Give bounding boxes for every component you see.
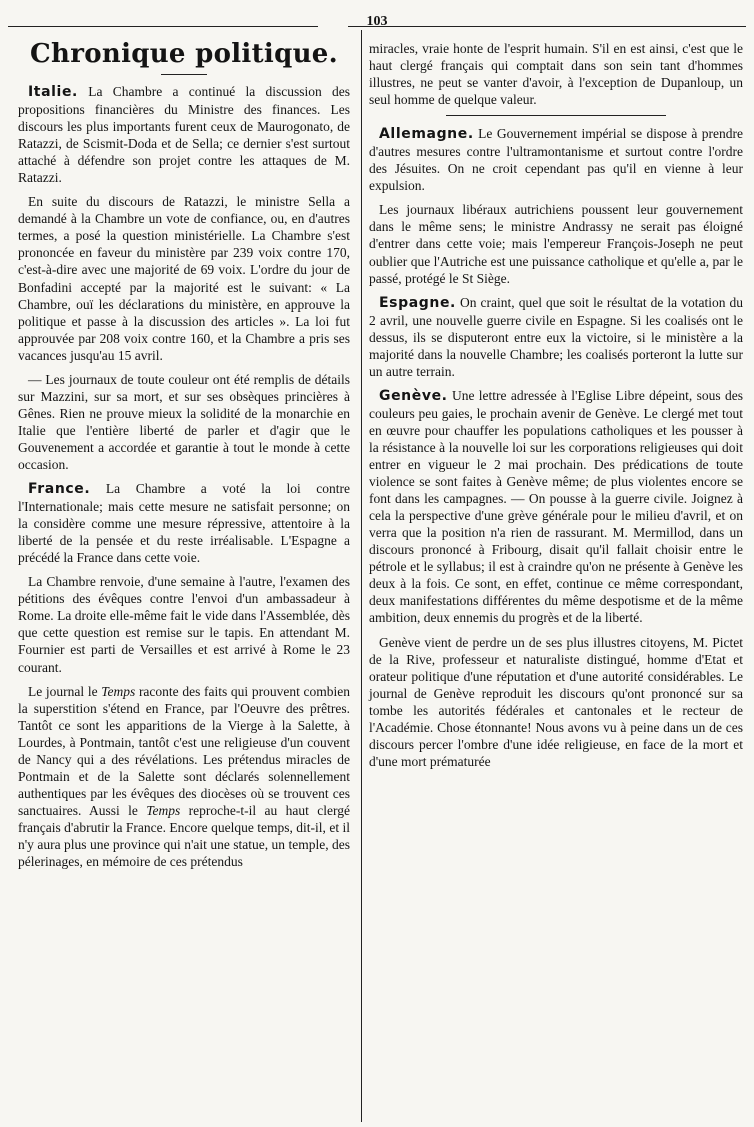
header-rule-left: [8, 26, 318, 27]
temps-text-2: raconte des faits qui prouvent combien la superstition s'étend en France, par l'Oeuvre des prêtres. Tantôt ce sont les apparitions de la Vierge à la Salette, à Lourdes, à Pontmain, tantôt c'est une religieuse d'un couvent de Nancy qui a des révélations. Les prétendus miracles de Pontmain et de la Salette sont déclarés solennellement authentiques par les évêques des diocèses où se trouvent ces sanctuaires. Aussi le: [18, 683, 350, 818]
allemagne-text: Le Gouvernement impérial se dispose à prendre d'autres mesures contre l'ultramontanisme et surtout contre l'ordre des Jésuites. On ne croit cependant pas qu'il en vienne à leur expulsion.: [369, 126, 744, 194]
right-column: [369, 40, 743, 777]
title-dash: [161, 74, 207, 75]
temps-text-3: reproche-t-il au haut clergé français d'abrutir la France. Encore quelque temps, dit-il, et il n'y aura plus une province qui n'ait une statue, un temple, des pélerinages, en mémoire de ces prétendus: [18, 802, 350, 870]
france-text: La Chambre a voté la loi contre l'Internationale; mais cette mesure ne satisfait personne; on la considère comme une mesure répressive, attentoire à la liberté de la pensée et du reste irréalisable. L'Espagne a précédé la France dans cette voie.: [18, 481, 351, 566]
temps-text-1: Le journal le: [28, 683, 102, 699]
geneve-heading: Genève.: [379, 387, 448, 404]
geneve-text: Une lettre adressée à l'Eglise Libre dépeint, sous des couleurs peu gaies, le prochain avenir de Genève. Le clergé met tout en œuvre pour chauffer les populations catholiques et les pousser à la résistance à la nouvelle loi sur les corporations religieuses qui doit entrer en vigueur le 2 mai prochain. Des prédications de toute violence se sont faites à Genève même; de plus violentes encore se font dans les campagnes. — On pousse à la guerre civile. Joignez à cela la perspective d'une grève générale pour le milieu d'avril, et on verra que la position n'a rien de rassurant. M. Mermillod, dans un discours prononcé à Fribourg, disait qu'il fallait choisir entre le pétrole et le syllabus; il est à craindre qu'on ne présente à Genève les deux à la fois. Ce sont, en effet, continue ce même correspondant, deux manifestations différentes du même despotisme et de la même ambition, deux ennemis du progrès et de la liberté.: [369, 387, 743, 626]
allemagne-heading: Allemagne.: [379, 126, 474, 143]
page-number: 103: [366, 14, 388, 29]
italie-text: La Chambre a continué la discussion des propositions financières du Ministre des finances. Les discours les plus importants furent ceux de Maurogonato, de Ratazzi, de Scismit-Doda et de Sella; ce dernier s'est surtout attaché à défendre son projet contre les attaques de M. Ratazzi.: [18, 84, 350, 186]
france-heading: France.: [28, 481, 91, 498]
miracles-paragraph: miracles, vraie honte de l'esprit humain. S'il en est ainsi, c'est que le haut clergé français qui comptait dans son sein tant d'hommes illustres, ne peut se vanter d'avoir, à l'exception de Dupanloup, un seul homme de quelque valeur.: [369, 41, 743, 108]
column-divider: [361, 30, 362, 1122]
italie-heading: Italie.: [28, 84, 78, 100]
mazzini-paragraph: — Les journaux de toute couleur ont été remplis de détails sur Mazzini, sur sa mort, et sur ses obsèques princières à Gênes. Rien ne prouve mieux la solidité de la monarchie en Italie que l'entière liberté de parler et d'agir que le Gouvenement a accordée et garantie à tout le monde à cette occasion.: [18, 371, 350, 472]
geneve-paragraph: [369, 387, 743, 627]
left-column: [18, 34, 350, 877]
renvoie-paragraph: La Chambre renvoie, d'une semaine à l'autre, l'examen des pétitions des évêques contre l'envoi d'un ambassadeur à Rome. La droite elle-même fait le vide dans l'Assemblée, dès que cette question est remise sur le tapis. En attendant M. Fournier est parti de Versailles et est arrivé à Rome le 23 courant.: [18, 574, 350, 675]
section-separator: [446, 115, 666, 116]
allemagne-paragraph: [369, 125, 743, 194]
temps-italic-2: Temps: [146, 802, 181, 818]
espagne-paragraph: [369, 294, 743, 380]
temps-italic-1: Temps: [101, 683, 136, 699]
pictet-paragraph: Genève vient de perdre un de ses plus illustres citoyens, M. Pictet de la Rive, professeur et naturaliste distingué, homme d'Etat et orateur politique d'une réputation et d'une autorité considérables. Le journal de Genève reproduit les discours qu'ont prononcé sur sa tombe les autorités fédérales et cantonales et le recteur de l'Académie. Chose étonnante! Nous avons vu à peine dans un de ces discours percer l'ombre d'une idée religieuse, en face de la mort et d'une mort prématurée: [369, 634, 743, 769]
temps-paragraph: [18, 683, 350, 871]
espagne-text: On craint, quel que soit le résultat de la votation du 2 avril, une nouvelle guerre civile en Espagne. Si les coalisés ont le dessus, ils se disputeront entre eux la victoire, si le ministère a la majorité dans la nouvelle Chambre; les coalisés porteront la lutte sur un autre terrain.: [369, 294, 743, 379]
italie-paragraph: [18, 83, 350, 186]
autrichiens-paragraph: Les journaux libéraux autrichiens poussent leur gouvernement dans le même sens; le ministre Andrassy ne serait pas éloigné d'entrer dans cette voie; mais l'empereur François-Joseph ne peut oublier que l'Autriche est une puissance catholique et qu'elle a, par le passé, protégé le St Siège.: [369, 202, 743, 286]
espagne-heading: Espagne.: [379, 294, 456, 311]
page-title: Chronique politique.: [30, 39, 338, 69]
france-paragraph: [18, 480, 350, 566]
header-rule-right: [348, 26, 746, 27]
ratazzi-paragraph: En suite du discours de Ratazzi, le ministre Sella a demandé à la Chambre un vote de confiance, ou, en d'autres termes, a posé la question ministérielle. La Chambre s'est prononcée en faveur du ministère par 239 voix contre 170, c'est-à-dire avec une majorité de 69 voix. L'ordre du jour de Bonfadini accepté par la majorité est le suivant: « La Chambre, ouï les déclarations du ministère, en approuve la politique et passe à la discussion des articles ». La loi fut approuvée par 208 voix contre 160, et la Chambre a pris ses vacances jusqu'au 15 avril.: [18, 194, 350, 363]
